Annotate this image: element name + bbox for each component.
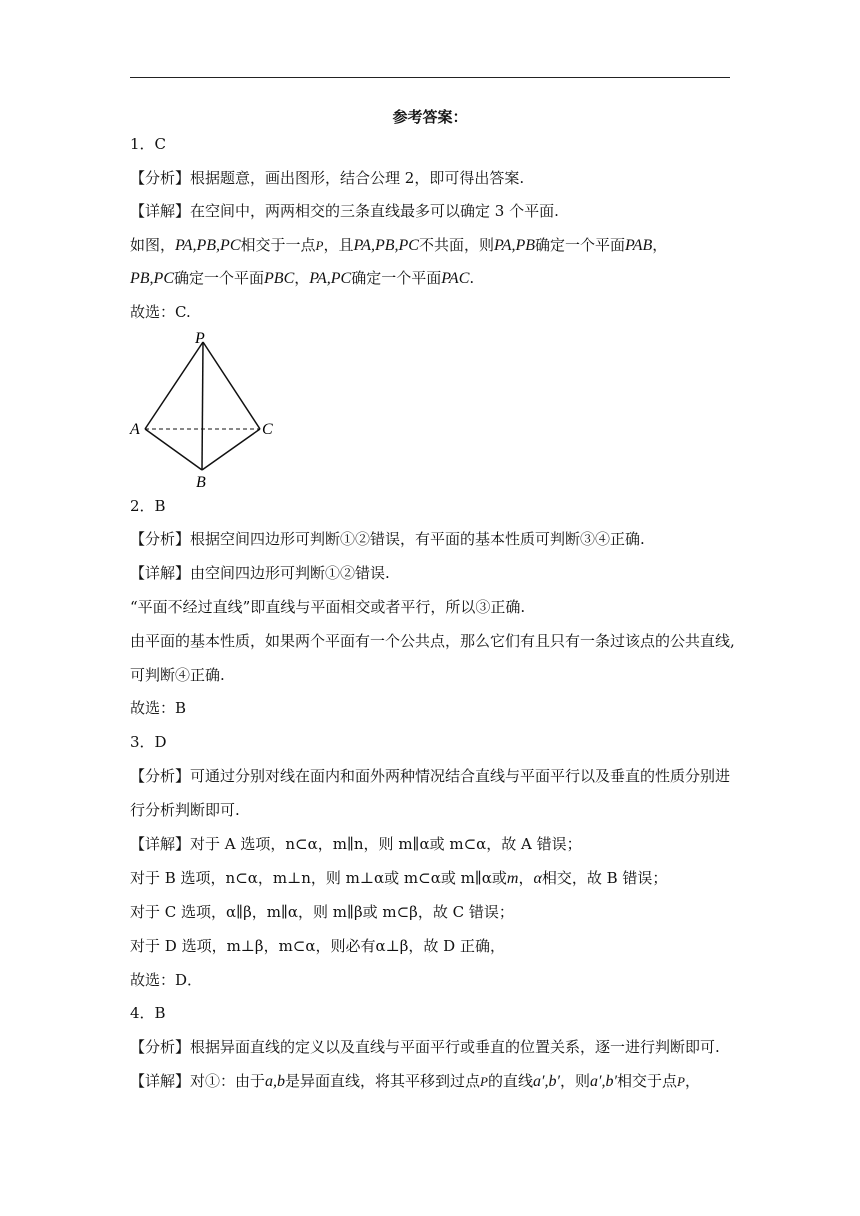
math: P [480,1074,488,1089]
q2-choice: 故选：B [130,699,187,717]
label-b: B [196,474,206,491]
text: 如图， [130,236,176,254]
text: 【详解】对于 A 选项， [130,835,286,853]
text: ， [652,236,668,254]
text: 对于 B 选项，n⊂α，m⊥n，则 m⊥α或 m⊂α或 m∥α或 [130,869,507,887]
page-title: 参考答案： [392,108,468,126]
edge-pb [202,342,203,470]
tetrahedron-figure [126,328,286,492]
q3-detail-b [130,868,667,889]
header-rule [130,77,730,78]
text: . [469,269,475,287]
math: a′,b′ [533,1073,560,1090]
q4-analysis: 【分析】根据异面直线的定义以及直线与平面平行或垂直的位置关系，逐一进行判断即可. [130,1038,720,1056]
q2-detail: 【详解】由空间四边形可判断①②错误. [130,564,390,582]
text: ，且 [323,236,354,254]
q1-answer: 1．C [130,135,167,153]
q3-detail-a [130,834,582,854]
math: PA,PB,PC [175,237,241,254]
math: a,b [265,1073,286,1090]
q3-detail-c: 对于 C 选项，α∥β，m∥α，则 m∥β或 m⊂β，故 C 错误； [130,903,514,921]
edge-ab [145,429,202,470]
text: 确定一个平面 [535,236,626,254]
q4-detail [130,1071,700,1092]
q4-answer: 4．B [130,1004,166,1022]
q3-answer: 3．D [130,733,167,751]
math: P [315,238,324,253]
text: 确定一个平面 [174,269,265,287]
math: α [533,870,542,887]
text: 相交于点 [617,1072,678,1090]
math: PA,PB,PC [353,237,419,254]
math: PB,PC [130,270,174,287]
text: 的直线 [487,1072,533,1090]
q1-choice: 故选：C. [130,303,191,321]
math: PAB [625,237,653,254]
q3-analysis: 【分析】可通过分别对线在面内和面外两种情况结合直线与平面平行以及垂直的性质分别进 [130,767,731,785]
math: m [506,870,519,887]
q3-choice: 故选：D． [130,971,203,989]
math: P [677,1074,685,1089]
text: 相交于一点 [240,236,316,254]
math: a′,b′ [590,1073,618,1090]
text: ， [294,269,310,287]
text: 不共面，则 [418,236,494,254]
label-a: A [130,421,140,438]
q2-analysis: 【分析】根据空间四边形可判断①②错误，有平面的基本性质可判断③④正确. [130,530,645,548]
math: PBC [264,270,295,287]
edge-bc [202,429,260,470]
q1-detail-line2 [130,235,667,256]
text: 确定一个平面 [351,269,442,287]
edge-pc [203,342,260,429]
label-c: C [262,421,273,438]
math: PA,PC [309,270,352,287]
q3-analysis-line2: 行分析判断即可. [130,801,240,819]
q1-detail-line3 [130,268,474,289]
q2-detail-line2: “平面不经过直线”即直线与平面相交或者平行，所以③正确. [130,598,526,616]
math: PA,PB [493,237,536,254]
q2-answer: 2．B [130,497,166,515]
q2-detail-line3: 由平面的基本性质，如果两个平面有一个公共点，那么它们有且只有一条过该点的公共直线, [130,632,735,650]
q1-analysis: 【分析】根据题意，画出图形，结合公理 2，即可得出答案. [130,169,525,187]
text: ， [684,1072,700,1090]
text: 【详解】对①：由于 [130,1072,266,1090]
edge-pa [145,342,203,429]
math: PAC [441,270,470,287]
q3-detail-d: 对于 D 选项，m⊥β，m⊂α，则必有α⊥β，故 D 正确， [130,937,505,955]
q1-detail: 【详解】在空间中，两两相交的三条直线最多可以确定 3 个平面. [130,202,559,220]
text: 相交，故 B 错误； [541,869,668,887]
q2-detail-line4: 可判断④正确. [130,666,225,684]
text: ，则 [560,1072,591,1090]
label-p: P [195,330,205,347]
text: n⊂α，m∥n，则 m∥α或 m⊂α，故 A 错误； [285,835,582,853]
text: ， [518,869,534,887]
text: 是异面直线，将其平移到过点 [285,1072,481,1090]
